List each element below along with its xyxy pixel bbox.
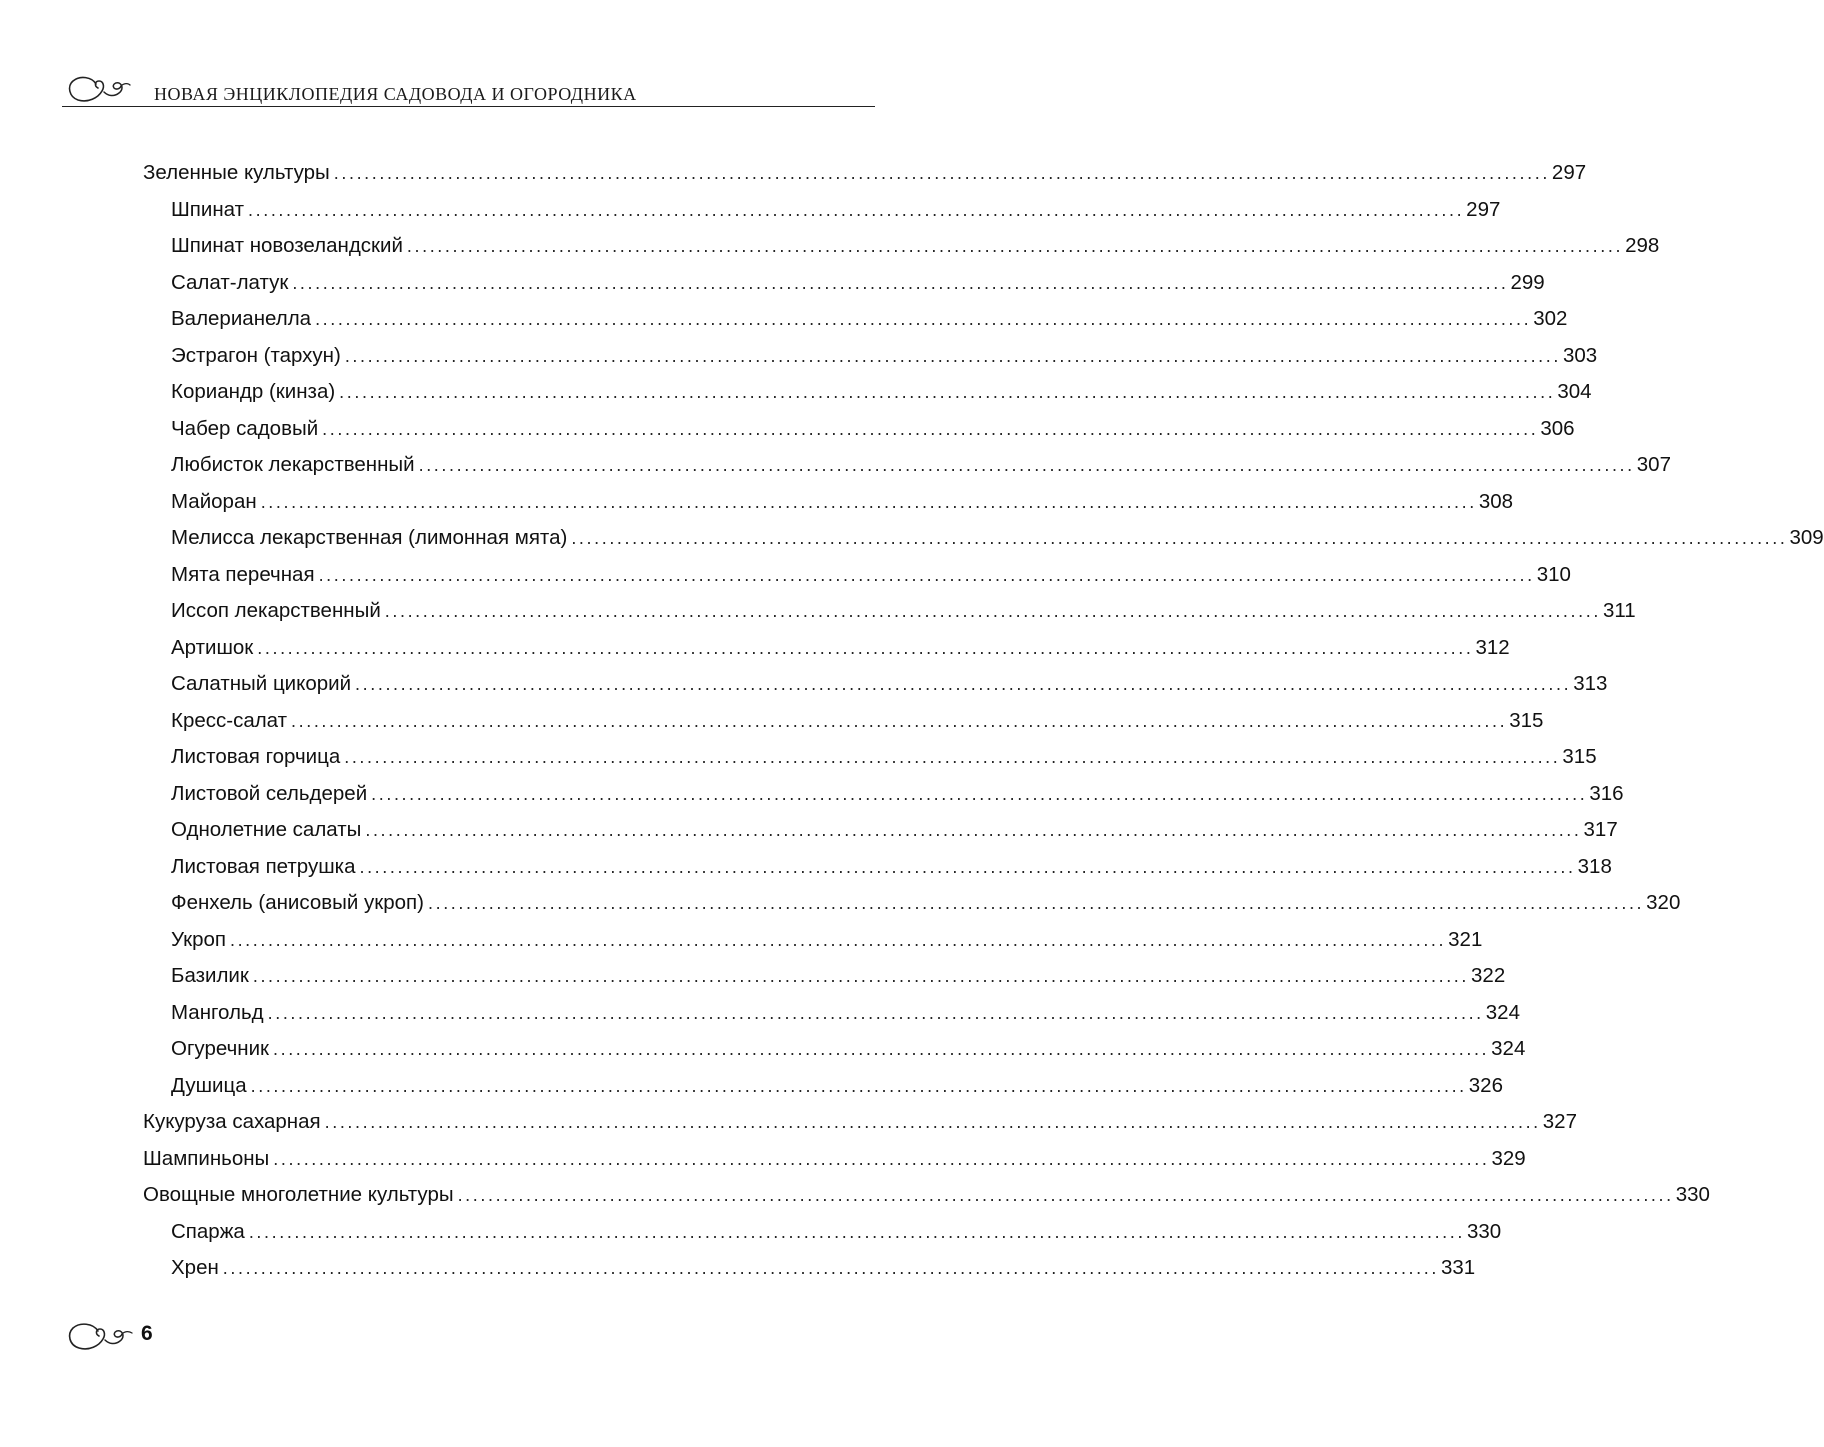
toc-entry-title: Валерианелла <box>171 307 312 330</box>
toc-entry <box>143 192 1501 229</box>
toc-entry-page: 327 <box>1542 1110 1577 1133</box>
dot-leader: ................................................................................................................................................................ <box>248 1221 1465 1242</box>
dot-leader: ................................................................................................................................................................ <box>248 199 1465 220</box>
toc-entry-title: Мелисса лекарственная (лимонная мята) <box>171 526 568 549</box>
toc-entry <box>143 1068 1503 1105</box>
toc-entry-title: Укроп <box>171 927 226 951</box>
dot-leader: ................................................................................................................................................................ <box>571 528 1788 548</box>
toc-entry <box>143 630 1510 667</box>
toc-entry <box>143 666 1608 703</box>
toc-entry-page: 298 <box>1625 234 1660 257</box>
toc-entry-page: 310 <box>1536 562 1571 586</box>
dot-leader: ................................................................................................................................................................ <box>252 966 1470 986</box>
toc-entry-page: 309 <box>1789 526 1824 549</box>
toc-entry-title: Иссоп лекарственный <box>171 599 381 622</box>
toc-entry-title: Фенхель (анисовый укроп) <box>171 891 424 914</box>
toc-entry-title: Шпинат <box>171 197 245 221</box>
dot-leader: ................................................................................................................................................................ <box>315 309 1532 329</box>
toc-entry-page: 302 <box>1533 307 1568 330</box>
toc-entry <box>143 1104 1577 1141</box>
toc-entry-title: Спаржа <box>171 1219 245 1243</box>
toc-entry-title: Мангольд <box>171 1000 264 1024</box>
toc-entry-title: Майоран <box>171 489 257 513</box>
toc-entry-page: 313 <box>1573 672 1608 695</box>
toc-entry <box>143 849 1612 886</box>
toc-entry-title: Душица <box>171 1073 247 1097</box>
toc-entry <box>143 520 1824 557</box>
running-title: НОВАЯ ЭНЦИКЛОПЕДИЯ САДОВОДА И ОГОРОДНИКА <box>154 84 637 104</box>
dot-leader: ................................................................................................................................................................ <box>339 382 1556 402</box>
dot-leader: ................................................................................................................................................................ <box>344 747 1561 767</box>
dot-leader: ................................................................................................................................................................ <box>318 564 1535 585</box>
toc-entry-title: Листовая горчица <box>171 745 341 768</box>
dot-leader: ................................................................................................................................................................ <box>291 710 1508 731</box>
running-head <box>66 72 876 108</box>
dot-leader: ................................................................................................................................................................ <box>273 1039 1490 1059</box>
toc-entry <box>143 1031 1526 1068</box>
dot-leader: ................................................................................................................................................................ <box>457 1185 1674 1205</box>
dot-leader: ................................................................................................................................................................ <box>322 418 1539 439</box>
toc-entry-page: 303 <box>1562 343 1598 367</box>
toc-entry <box>143 593 1636 630</box>
toc-entry <box>143 228 1660 265</box>
toc-entry-title: Артишок <box>171 635 254 659</box>
toc-entry <box>143 958 1506 995</box>
toc-entry <box>143 447 1671 484</box>
toc-entry <box>143 703 1544 740</box>
toc-entry-title: Хрен <box>171 1256 219 1279</box>
swirl-ornament-icon <box>66 72 136 106</box>
toc-entry-title: Кукуруза сахарная <box>143 1110 321 1133</box>
toc-entry-page: 304 <box>1557 380 1592 403</box>
dot-leader: ................................................................................................................................................................ <box>324 1112 1541 1132</box>
toc-entry <box>143 1177 1710 1214</box>
toc-entry-title: Листовая петрушка <box>171 854 356 878</box>
toc-entry <box>143 374 1592 411</box>
toc-entry-title: Зеленные культуры <box>143 161 330 184</box>
toc-entry <box>143 776 1624 813</box>
toc-entry-title: Листовой сельдерей <box>171 781 368 805</box>
page-footer <box>66 1318 186 1358</box>
toc-entry <box>143 484 1514 521</box>
toc-entry-page: 329 <box>1491 1146 1526 1170</box>
dot-leader: ................................................................................................................................................................ <box>292 272 1509 293</box>
dot-leader: ................................................................................................................................................................ <box>355 674 1572 694</box>
toc-entry <box>143 1214 1502 1251</box>
dot-leader: ................................................................................................................................................................ <box>222 1258 1439 1278</box>
dot-leader: ................................................................................................................................................................ <box>384 601 1601 621</box>
toc-entry-page: 330 <box>1675 1183 1710 1206</box>
toc-entry-page: 321 <box>1448 927 1483 951</box>
toc-entry-page: 326 <box>1468 1073 1503 1097</box>
toc-entry-title: Мята перечная <box>171 562 315 586</box>
swirl-ornament-icon <box>66 1318 138 1354</box>
toc-entry-title: Эстрагон (тархун) <box>171 343 341 367</box>
toc-entry-page: 331 <box>1440 1256 1476 1279</box>
toc-entry-title: Шампиньоны <box>143 1146 270 1170</box>
toc-entry-page: 316 <box>1589 781 1624 805</box>
toc-entry <box>143 338 1598 375</box>
toc-entry-page: 308 <box>1478 489 1514 513</box>
dot-leader: ................................................................................................................................................................ <box>333 163 1550 183</box>
toc-entry <box>143 1141 1526 1178</box>
toc-entry <box>143 265 1545 302</box>
toc-entry <box>143 922 1483 959</box>
toc-entry-title: Базилик <box>171 964 249 987</box>
toc-entry-page: 324 <box>1491 1037 1526 1060</box>
toc-entry-page: 324 <box>1485 1000 1520 1024</box>
toc-entry-title: Салатный цикорий <box>171 672 352 695</box>
dot-leader: ................................................................................................................................................................ <box>344 345 1561 366</box>
dot-leader: ................................................................................................................................................................ <box>418 455 1635 475</box>
toc-entry <box>143 739 1597 776</box>
toc-entry-page: 297 <box>1466 197 1501 221</box>
toc-entry <box>143 155 1587 192</box>
toc-entry-title: Любисток лекарственный <box>171 453 415 476</box>
toc-entry-page: 311 <box>1602 599 1636 622</box>
toc-entry-page: 317 <box>1583 818 1618 841</box>
toc-entry-page: 297 <box>1551 161 1587 184</box>
toc-entry-title: Кресс-салат <box>171 708 288 732</box>
toc-entry <box>143 301 1568 338</box>
dot-leader: ................................................................................................................................................................ <box>428 893 1645 913</box>
toc-entry <box>143 995 1520 1032</box>
toc-entry <box>143 411 1575 448</box>
toc-entry-page: 299 <box>1510 270 1545 294</box>
toc-entry-page: 320 <box>1646 891 1681 914</box>
toc-entry-page: 318 <box>1577 854 1612 878</box>
dot-leader: ................................................................................................................................................................ <box>250 1075 1467 1096</box>
toc-entry-page: 322 <box>1471 964 1506 987</box>
toc-entry-title: Шпинат новозеландский <box>171 234 403 257</box>
dot-leader: ................................................................................................................................................................ <box>260 491 1477 512</box>
page-number: 6 <box>141 1322 153 1345</box>
table-of-contents <box>143 155 1824 1287</box>
toc-entry-title: Кориандр (кинза) <box>171 380 336 403</box>
toc-entry-page: 307 <box>1636 453 1671 476</box>
toc-entry <box>143 557 1571 594</box>
dot-leader: ................................................................................................................................................................ <box>371 783 1588 804</box>
toc-entry-page: 315 <box>1562 745 1597 768</box>
toc-entry-page: 315 <box>1509 708 1544 732</box>
dot-leader: ................................................................................................................................................................ <box>359 856 1576 877</box>
toc-entry <box>143 885 1681 922</box>
toc-entry-page: 306 <box>1540 416 1575 440</box>
toc-entry-title: Салат-латук <box>171 270 289 294</box>
dot-leader: ................................................................................................................................................................ <box>273 1148 1490 1169</box>
dot-leader: ................................................................................................................................................................ <box>365 820 1582 840</box>
toc-entry-page: 312 <box>1475 635 1510 659</box>
toc-entry-title: Огуречник <box>171 1037 269 1060</box>
toc-entry-title: Чабер садовый <box>171 416 319 440</box>
toc-entry-title: Однолетние салаты <box>171 818 362 841</box>
header-divider <box>62 106 875 107</box>
toc-entry <box>143 812 1618 849</box>
toc-entry-title: Овощные многолетние культуры <box>143 1183 454 1206</box>
toc-entry-page: 330 <box>1466 1219 1502 1243</box>
dot-leader: ................................................................................................................................................................ <box>406 236 1624 256</box>
dot-leader: ................................................................................................................................................................ <box>229 929 1447 950</box>
dot-leader: ................................................................................................................................................................ <box>257 637 1474 658</box>
toc-entry <box>143 1250 1476 1287</box>
dot-leader: ................................................................................................................................................................ <box>267 1002 1484 1023</box>
